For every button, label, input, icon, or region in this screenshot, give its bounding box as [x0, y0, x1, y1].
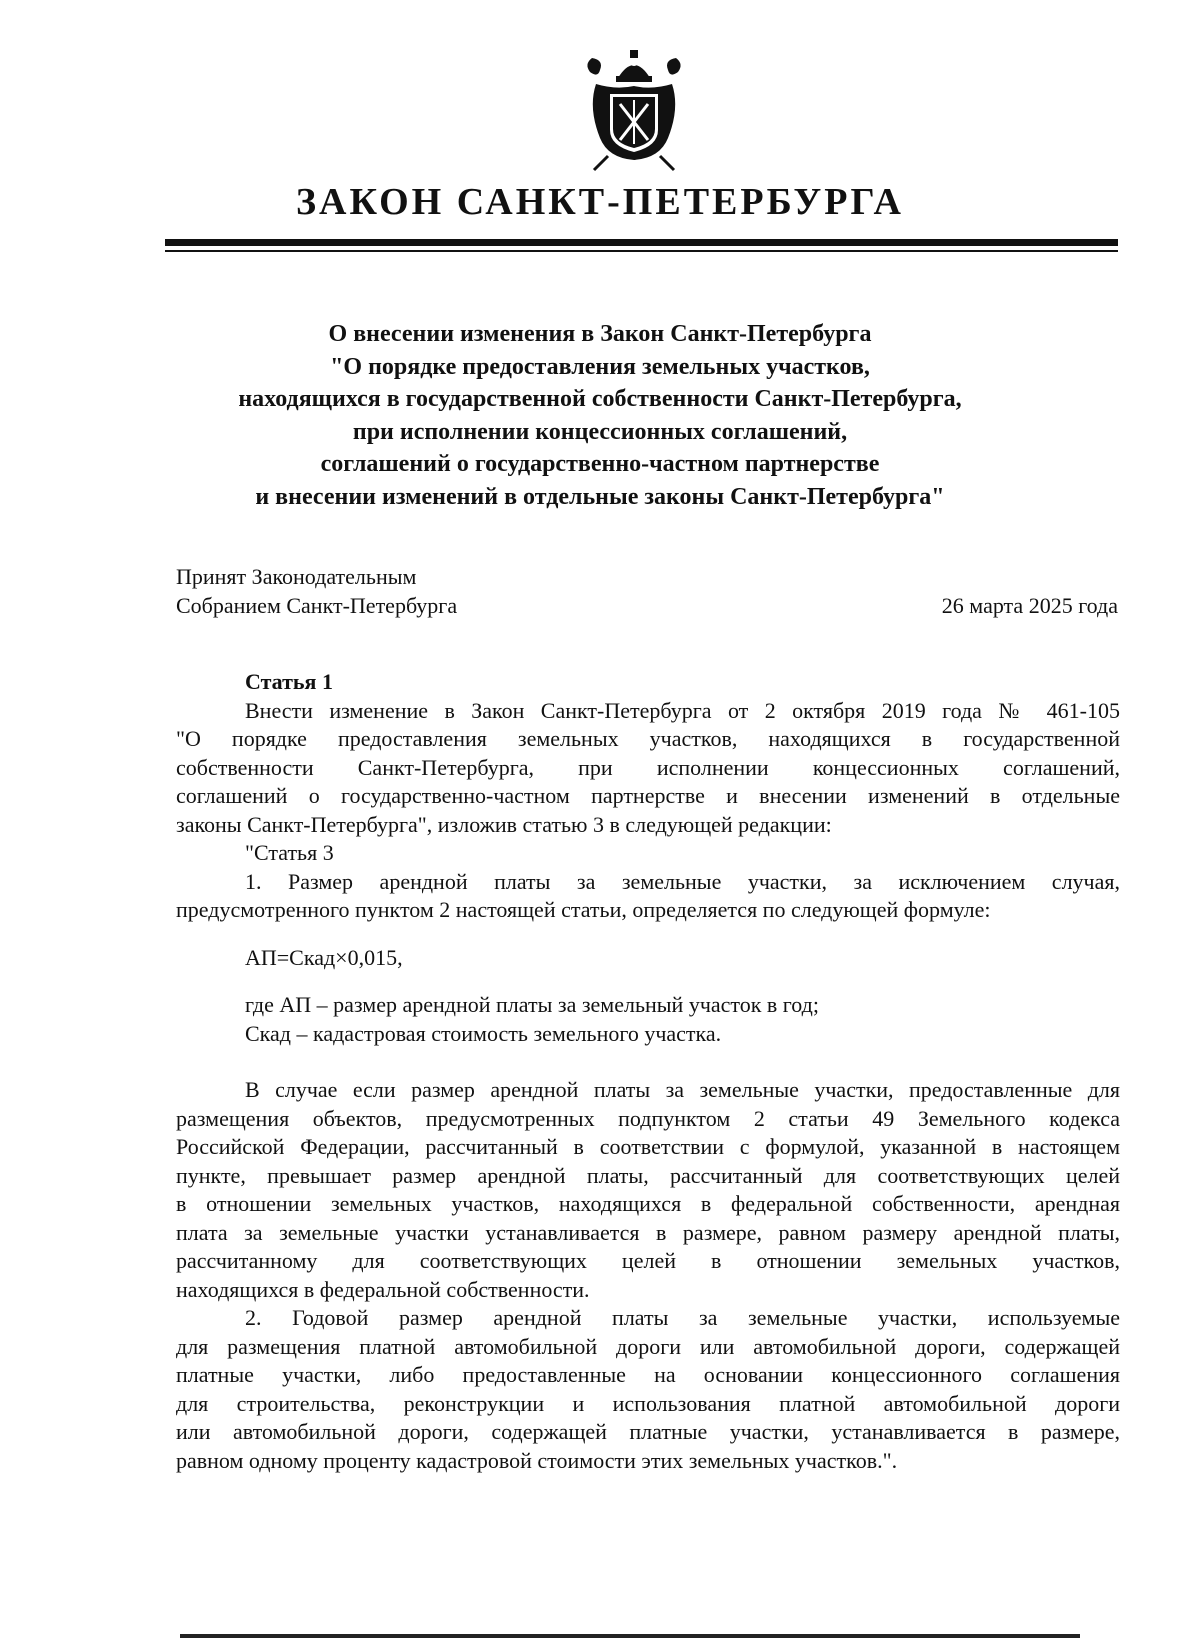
quoted-article-heading: "Статья 3: [245, 840, 334, 865]
paragraph-line: соглашений о государственно-частном партнерстве и внесении изменений в отдельные: [176, 783, 1120, 808]
subtitle-line: "О порядке предоставления земельных участков,: [330, 353, 870, 380]
paragraph-line: пункте, превышает размер арендной платы, рассчитанный для соответствующих целей: [176, 1162, 1120, 1188]
paragraph-line: 1. Размер арендной платы за земельные участки, за исключением случая,: [245, 868, 1120, 894]
document-title: ЗАКОН САНКТ-ПЕТЕРБУРГА: [295, 181, 904, 223]
formula: АП=Скад×0,015,: [245, 944, 403, 970]
law-body: [176, 668, 1120, 1475]
paragraph-line: в отношении земельных участков, находящихся в федеральной собственности, арендная: [176, 1191, 1120, 1216]
subtitle-line: находящихся в государственной собственности Санкт-Петербурга,: [238, 386, 962, 412]
title-rule-thick: [165, 239, 1118, 246]
paragraph-line: или автомобильной дороги, содержащей платные участки, устанавливается в размере,: [176, 1419, 1120, 1444]
formula-legend-line: Скад – кадастровая стоимость земельного участка.: [245, 1020, 722, 1046]
paragraph-line: Внести изменение в Закон Санкт-Петербурга от 2 октября 2019 года № 461-105: [245, 697, 1120, 723]
spacer: [176, 925, 1120, 944]
adopted-line-2: Собранием Санкт-Петербурга: [176, 593, 458, 618]
adoption-date: 26 марта 2025 года: [941, 593, 1118, 618]
scan-bottom-edge: [180, 1634, 1080, 1638]
paragraph-line: В случае если размер арендной платы за земельные участки, предоставленные для: [245, 1077, 1120, 1102]
paragraph-line: для размещения платной автомобильной дороги или автомобильной дороги, содержащей: [176, 1333, 1120, 1359]
law-subtitle: [0, 318, 1200, 513]
coat-of-arms-icon: [578, 48, 690, 172]
paragraph-line: для строительства, реконструкции и использования платной автомобильной дороги: [176, 1390, 1120, 1416]
adopted-by-block: [176, 562, 457, 620]
article-heading: Статья 1: [245, 669, 333, 694]
paragraph-line: собственности Санкт-Петербурга, при исполнении концессионных соглашений,: [176, 754, 1120, 780]
subtitle-line: при исполнении концессионных соглашений,: [352, 418, 848, 445]
paragraph-line: размещения объектов, предусмотренных подпунктом 2 статьи 49 Земельного кодекса: [176, 1105, 1120, 1131]
spacer: [176, 1048, 1120, 1076]
paragraph-line: "О порядке предоставления земельных участков, находящихся в государственной: [176, 726, 1120, 751]
title-rule-thin: [165, 250, 1118, 252]
paragraph-line: Российской Федерации, рассчитанный в соответствии с формулой, указанной в настоящем: [176, 1134, 1120, 1159]
paragraph-line: плата за земельные участки устанавливается в размере, равном размеру арендной платы,: [176, 1219, 1120, 1245]
paragraph-line: предусмотренного пунктом 2 настоящей статьи, определяется по следующей формуле:: [176, 897, 991, 922]
paragraph-line: равном одному проценту кадастровой стоимости этих земельных участков.".: [176, 1447, 898, 1473]
paragraph-line: 2. Годовой размер арендной платы за земельные участки, используемые: [245, 1305, 1120, 1330]
subtitle-line: О внесении изменения в Закон Санкт-Петербурга: [328, 321, 872, 347]
paragraph-line: рассчитанному для соответствующих целей в отношении земельных участков,: [176, 1248, 1120, 1273]
subtitle-line: и внесении изменений в отдельные законы Санкт-Петербурга": [255, 483, 945, 510]
subtitle-line: соглашений о государственно-частном партнерстве: [320, 451, 880, 477]
formula-legend-line: где АП – размер арендной платы за земельный участок в год;: [245, 992, 819, 1017]
paragraph-line: законы Санкт-Петербурга", изложив статью 3 в следующей редакции:: [176, 811, 832, 837]
paragraph-line: находящихся в федеральной собственности.: [176, 1276, 590, 1302]
paragraph-line: платные участки, либо предоставленные на основании концессионного соглашения: [176, 1362, 1120, 1387]
spacer: [176, 972, 1120, 991]
adopted-line-1: Принят Законодательным: [176, 564, 417, 589]
